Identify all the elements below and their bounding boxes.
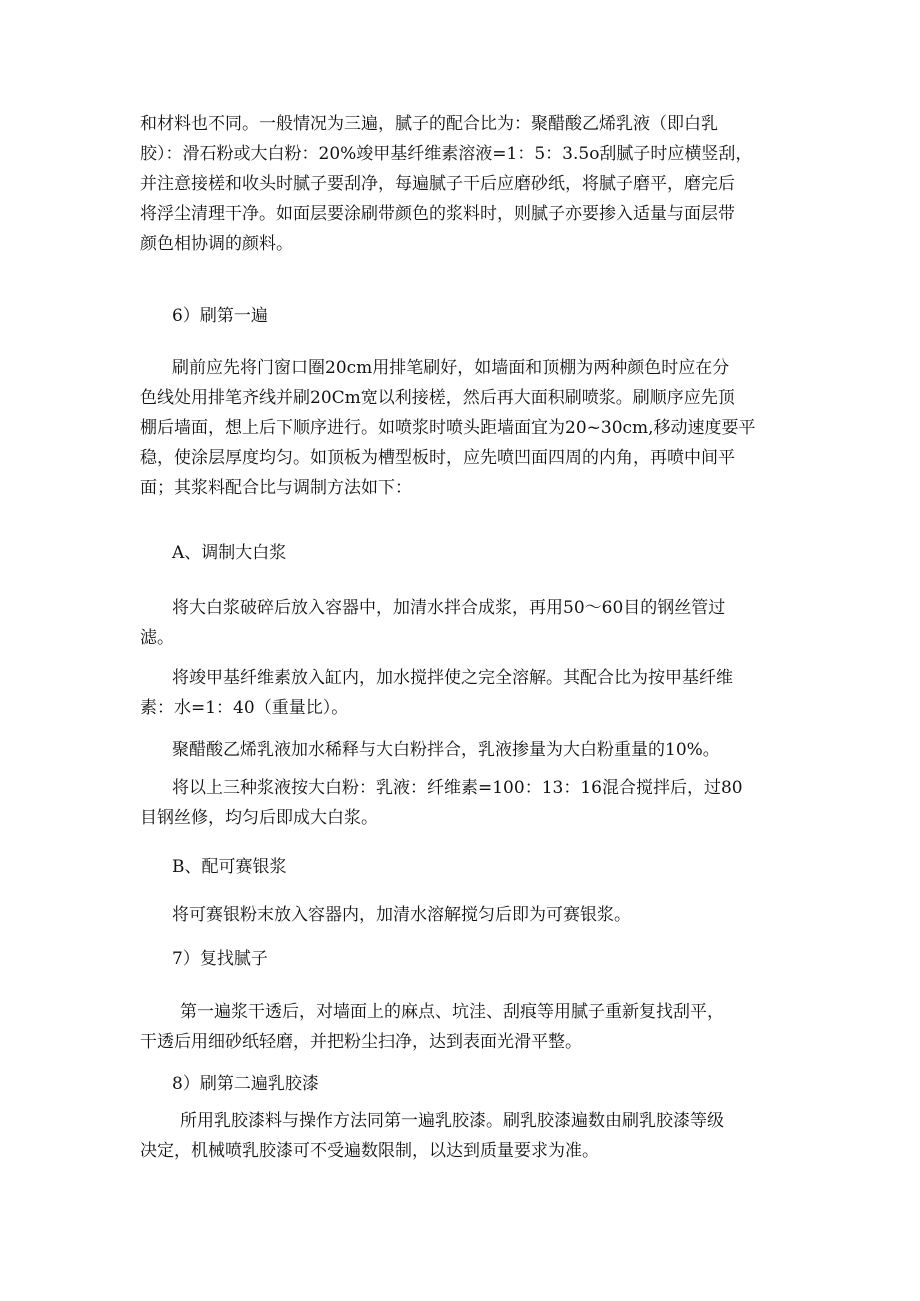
heading-first-coat (140, 301, 790, 331)
text-line: 将浮尘清理干净。如面层要涂刷带颜色的浆料时，则腻子亦要掺入适量与面层带 (140, 204, 735, 224)
heading-white-slurry (140, 538, 790, 568)
heading-text: 7）复找腻子 (172, 949, 268, 969)
heading-text: A、调制大白浆 (172, 543, 287, 563)
heading-text: 6）刷第一遍 (172, 306, 268, 326)
text-line: 素：水=1：40（重量比）。 (140, 698, 349, 718)
text-line: 干透后用细砂纸轻磨，并把粉尘扫净，达到表面光滑平整。 (140, 1032, 582, 1052)
heading-text: 8）刷第二遍乳胶漆 (172, 1074, 319, 1094)
text-line: 滤。 (140, 628, 174, 648)
text-line: 将可赛银粉末放入容器内，加清水溶解搅匀后即为可赛银浆。 (172, 905, 631, 925)
text-line: 将大白浆破碎后放入容器中，加清水拌合成浆，再用50～60目的钢丝管过 (172, 598, 726, 618)
text-line: 颜色相协调的颜料。 (140, 234, 293, 254)
paragraph-refill-putty (140, 997, 790, 1057)
paragraph-white-slurry-4 (140, 773, 790, 833)
paragraph-white-slurry-3 (140, 735, 790, 765)
text-line: 聚醋酸乙烯乳液加水稀释与大白粉拌合，乳液掺量为大白粉重量的10%。 (172, 740, 720, 760)
heading-text: B、配可赛银浆 (172, 857, 287, 877)
text-line: 决定，机械喷乳胶漆可不受遍数限制，以达到质量要求为准。 (140, 1141, 599, 1161)
text-line: 稳，使涂层厚度均匀。如顶板为槽型板时，应先喷凹面四周的内角，再喷中间平 (140, 448, 735, 468)
text-line: 并注意接槎和收头时腻子要刮净，每遍腻子干后应磨砂纸，将腻子磨平，磨完后 (140, 174, 735, 194)
paragraph-second-coat (140, 1106, 790, 1166)
text-line: 色线处用排笔齐线并刷20Cm宽以利接槎，然后再大面积刷喷浆。刷顺序应先顶 (140, 388, 735, 408)
heading-second-coat (140, 1069, 790, 1099)
text-line: 刷前应先将门窗口圈20cm用排笔刷好，如墙面和顶棚为两种颜色时应在分 (172, 358, 730, 378)
paragraph-putty-mix (140, 109, 790, 259)
text-line: 第一遍浆干透后，对墙面上的麻点、坑洼、刮痕等用腻子重新复找刮平， (180, 1002, 724, 1022)
text-line: 将以上三种浆液按大白粉：乳液：纤维素=100：13：16混合搅拌后，过80 (172, 778, 743, 798)
heading-kesaiyin-slurry (140, 852, 790, 882)
paragraph-kesaiyin-slurry (140, 900, 790, 930)
text-line: 棚后墙面，想上后下顺序进行。如喷浆时喷头距墙面宜为20~30cm,移动速度要平 (140, 418, 756, 438)
text-line: 胶）：滑石粉或大白粉：20%竣甲基纤维素溶液=1：5：3.5o刮腻子时应横竖刮， (140, 144, 753, 164)
text-line: 所用乳胶漆料与操作方法同第一遍乳胶漆。刷乳胶漆遍数由刷乳胶漆等级 (180, 1111, 724, 1131)
paragraph-first-coat (140, 353, 790, 503)
text-line: 和材料也不同。一般情况为三遍，腻子的配合比为：聚醋酸乙烯乳液（即白乳 (140, 114, 718, 134)
text-line: 面；其浆料配合比与调制方法如下： (140, 478, 412, 498)
paragraph-white-slurry-2 (140, 663, 790, 723)
text-line: 目钢丝修，均匀后即成大白浆。 (140, 808, 378, 828)
text-line: 将竣甲基纤维素放入缸内，加水搅拌使之完全溶解。其配合比为按甲基纤维 (172, 668, 733, 688)
heading-refill-putty (140, 944, 790, 974)
paragraph-white-slurry-1 (140, 593, 790, 653)
